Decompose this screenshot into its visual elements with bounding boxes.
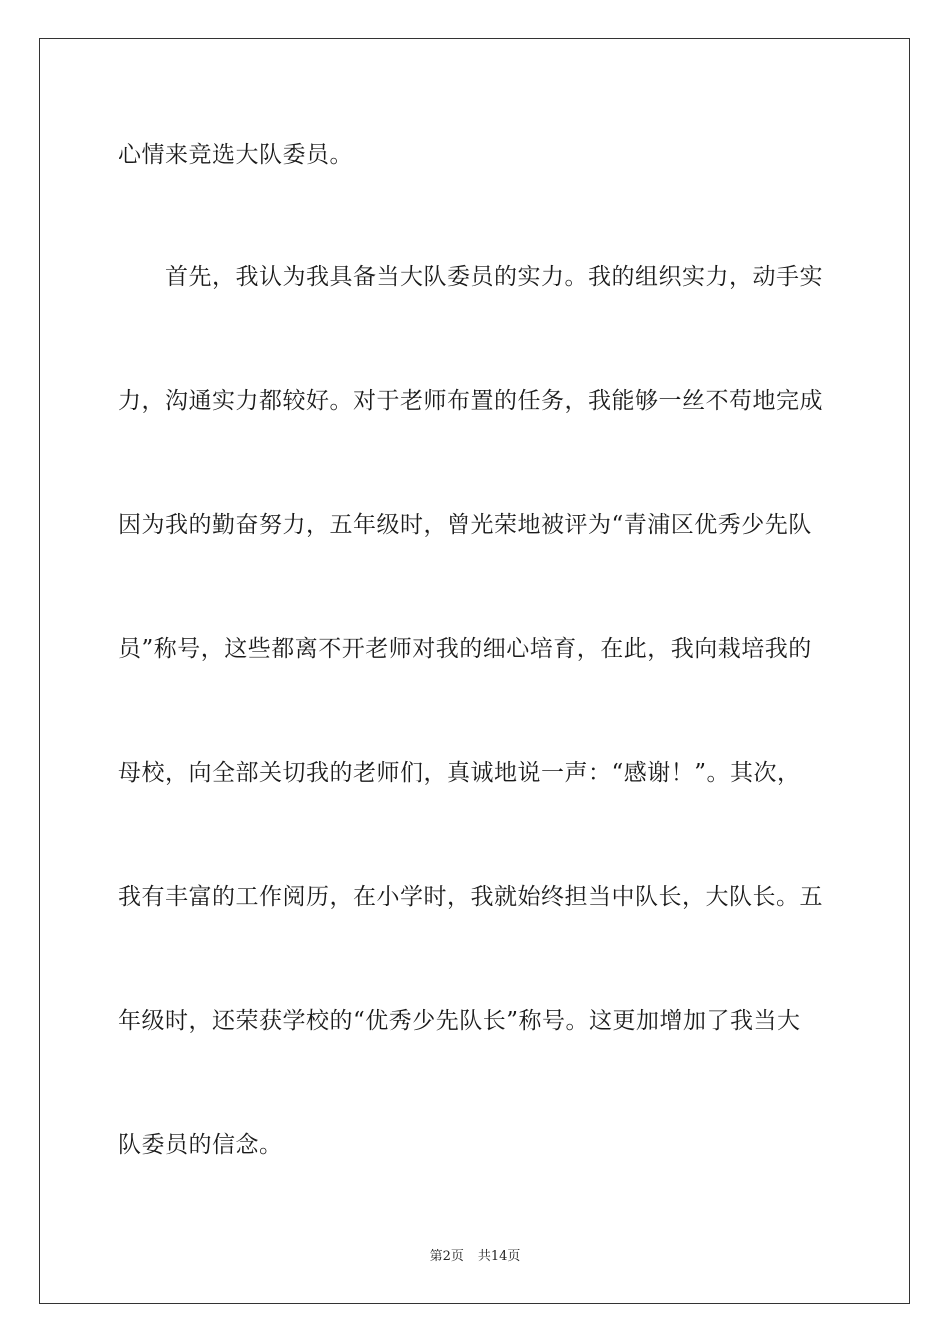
text-line: 我有丰富的工作阅历，在小学时，我就始终担当中队长，大队长。五 (118, 884, 823, 910)
text-line: 首先，我认为我具备当大队委员的实力。我的组织实力，动手实 (118, 264, 823, 290)
page-border (39, 38, 910, 1304)
text-line: 力，沟通实力都较好。对于老师布置的任务，我能够一丝不苟地完成 (118, 388, 823, 414)
text-line: 队委员的信念。 (118, 1132, 283, 1158)
page-total: 共14页 (477, 1249, 521, 1264)
text-line: 因为我的勤奋努力，五年级时，曾光荣地被评为“青浦区优秀少先队 (118, 512, 812, 538)
text-line: 母校，向全部关切我的老师们，真诚地说一声：“感谢！”。其次， (118, 760, 801, 786)
page-number: 第2页 (429, 1249, 464, 1264)
text-line: 心情来竞选大队委员。 (118, 142, 353, 168)
page-footer (0, 1248, 950, 1266)
text-line: 年级时，还荣获学校的“优秀少先队长”称号。这更加增加了我当大 (118, 1008, 801, 1034)
text-line: 员”称号，这些都离不开老师对我的细心培育，在此，我向栽培我的 (118, 636, 812, 662)
